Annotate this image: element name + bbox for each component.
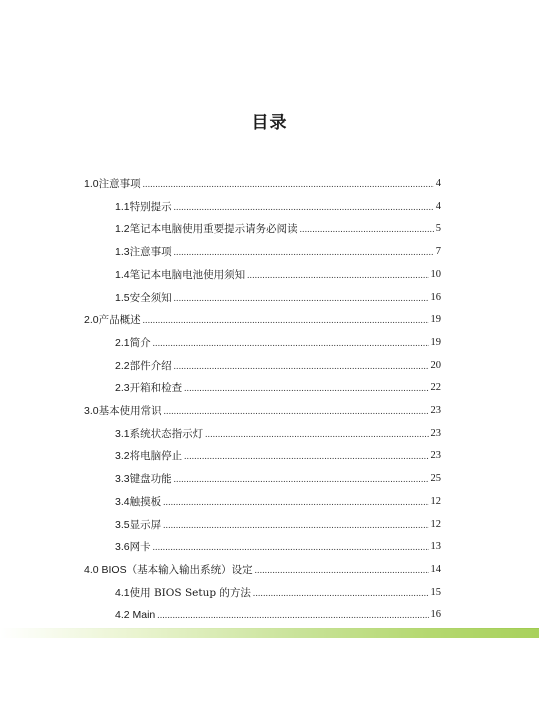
toc-dot-leader bbox=[174, 360, 429, 372]
toc-dot-leader bbox=[174, 201, 434, 213]
toc-entry-label: 系统状态指示灯 bbox=[129, 427, 204, 440]
toc-entry-label: 使用 BIOS Setup 的方法 bbox=[129, 586, 251, 599]
footer-decoration-line bbox=[0, 628, 539, 629]
toc-entry-number: 4.1 bbox=[115, 586, 130, 599]
toc-dot-leader bbox=[143, 178, 434, 190]
toc-dot-leader bbox=[174, 292, 429, 304]
toc-entry-number: 3.0 bbox=[84, 405, 99, 417]
toc-entry-label: 注意事项 bbox=[129, 246, 172, 259]
toc-entry-number: 4.0 BIOS bbox=[84, 563, 127, 576]
toc-entry-label: 笔记本电脑电池使用须知 bbox=[129, 268, 246, 281]
toc-dot-leader bbox=[174, 473, 429, 485]
toc-entry-page-number: 14 bbox=[430, 563, 441, 575]
toc-entry[interactable] bbox=[115, 537, 441, 553]
toc-dot-leader bbox=[163, 496, 428, 508]
toc-entry-page-number: 7 bbox=[435, 246, 441, 258]
toc-entry-number: 3.5 bbox=[115, 518, 130, 531]
toc-dot-leader bbox=[164, 405, 429, 417]
toc-entry-page-number: 15 bbox=[430, 586, 441, 598]
toc-entry-number: 3.2 bbox=[115, 450, 130, 463]
toc-entry-label: 网卡 bbox=[129, 541, 151, 554]
toc-entry-label: （基本输入输出系统）设定 bbox=[126, 563, 253, 576]
toc-entry[interactable] bbox=[115, 265, 441, 281]
toc-entry-page-number: 16 bbox=[430, 291, 441, 303]
toc-entry-page-number: 12 bbox=[430, 518, 441, 530]
toc-entry-label: 安全须知 bbox=[129, 291, 172, 304]
page-title: 目录 bbox=[251, 113, 288, 133]
toc-dot-leader bbox=[157, 609, 428, 621]
toc-dot-leader bbox=[153, 541, 429, 553]
toc-entry-page-number: 25 bbox=[430, 473, 441, 485]
toc-entry[interactable] bbox=[115, 469, 441, 485]
toc-entry-number: 3.3 bbox=[115, 473, 130, 486]
toc-entry-number: 2.0 bbox=[84, 314, 99, 327]
toc-entry-label: 笔记本电脑使用重要提示请务必阅读 bbox=[129, 223, 298, 236]
toc-entry[interactable] bbox=[84, 310, 441, 326]
footer-decoration-band bbox=[0, 628, 539, 638]
toc-entry-number: 1.1 bbox=[115, 200, 130, 213]
toc-entry-number: 2.1 bbox=[115, 336, 130, 349]
toc-entry-page-number: 23 bbox=[430, 405, 441, 416]
toc-entry-label: 特别提示 bbox=[129, 200, 172, 213]
toc-entry-number: 1.4 bbox=[115, 268, 130, 281]
toc-entry-page-number: 20 bbox=[430, 359, 441, 371]
toc-entry[interactable] bbox=[84, 560, 441, 576]
toc-entry-label: 将电脑停止 bbox=[129, 450, 183, 463]
toc-entry[interactable] bbox=[115, 356, 441, 372]
toc-entry[interactable] bbox=[115, 515, 441, 531]
toc-entry[interactable] bbox=[115, 605, 441, 621]
toc-dot-leader bbox=[163, 519, 428, 531]
toc-entry-page-number: 4 bbox=[435, 178, 441, 189]
toc-entry-number: 1.3 bbox=[115, 246, 130, 259]
toc-entry-number: 4.2 Main bbox=[115, 609, 156, 622]
toc-entry-page-number: 5 bbox=[435, 223, 441, 235]
toc-dot-leader bbox=[184, 382, 428, 394]
toc-entry-label: 触摸板 bbox=[129, 495, 162, 508]
toc-dot-leader bbox=[153, 337, 429, 349]
toc-dot-leader bbox=[184, 450, 428, 462]
toc-entry-number: 3.6 bbox=[115, 541, 130, 554]
toc-entry[interactable] bbox=[115, 424, 441, 440]
toc-entry-label: 产品概述 bbox=[98, 314, 141, 327]
toc-dot-leader bbox=[174, 246, 434, 258]
toc-dot-leader bbox=[300, 223, 434, 235]
toc-entry[interactable] bbox=[115, 492, 441, 508]
toc-entry[interactable] bbox=[115, 288, 441, 304]
toc-entry-label: 简介 bbox=[129, 336, 151, 349]
toc-entry-page-number: 19 bbox=[430, 314, 441, 326]
toc-entry-page-number: 12 bbox=[430, 495, 441, 507]
toc-entry-number: 1.5 bbox=[115, 291, 130, 304]
toc-entry-label: 部件介绍 bbox=[129, 359, 172, 372]
toc-entry-label: 显示屏 bbox=[129, 518, 162, 531]
toc-entry-label: 注意事项 bbox=[98, 178, 141, 190]
toc-entry-page-number: 4 bbox=[435, 200, 441, 212]
toc-entry[interactable] bbox=[115, 219, 441, 235]
toc-dot-leader bbox=[247, 269, 428, 281]
toc-entry-number: 3.4 bbox=[115, 495, 130, 508]
toc-entry-number: 1.2 bbox=[115, 223, 130, 236]
toc-entry-number: 2.2 bbox=[115, 359, 130, 372]
toc-dot-leader bbox=[205, 428, 428, 440]
toc-entry[interactable] bbox=[115, 242, 441, 258]
toc-entry-page-number: 10 bbox=[430, 268, 441, 280]
toc-entry-page-number: 19 bbox=[430, 336, 441, 348]
toc-entry-number: 1.0 bbox=[84, 178, 99, 190]
toc-entry-label: 基本使用常识 bbox=[98, 405, 162, 417]
toc-entry-page-number: 23 bbox=[430, 450, 441, 462]
toc-entry[interactable] bbox=[84, 174, 441, 190]
toc-entry[interactable] bbox=[115, 583, 441, 599]
toc-dot-leader bbox=[253, 587, 429, 599]
toc-dot-leader bbox=[255, 564, 429, 576]
toc-entry[interactable] bbox=[115, 378, 441, 394]
toc-entry-page-number: 22 bbox=[430, 382, 441, 394]
toc-entry-page-number: 23 bbox=[430, 427, 441, 439]
toc-entry-number: 2.3 bbox=[115, 382, 130, 395]
toc-entry-number: 3.1 bbox=[115, 427, 130, 440]
toc-dot-leader bbox=[143, 314, 429, 326]
toc-entry[interactable] bbox=[84, 401, 441, 417]
toc-entry[interactable] bbox=[115, 197, 441, 213]
toc-entry[interactable] bbox=[115, 446, 441, 462]
toc-entry-page-number: 13 bbox=[430, 541, 441, 553]
toc-entry-label: 键盘功能 bbox=[129, 473, 172, 486]
toc-entry[interactable] bbox=[115, 333, 441, 349]
toc-entry-label: 开箱和检查 bbox=[129, 382, 183, 395]
toc-entry-page-number: 16 bbox=[430, 609, 441, 621]
